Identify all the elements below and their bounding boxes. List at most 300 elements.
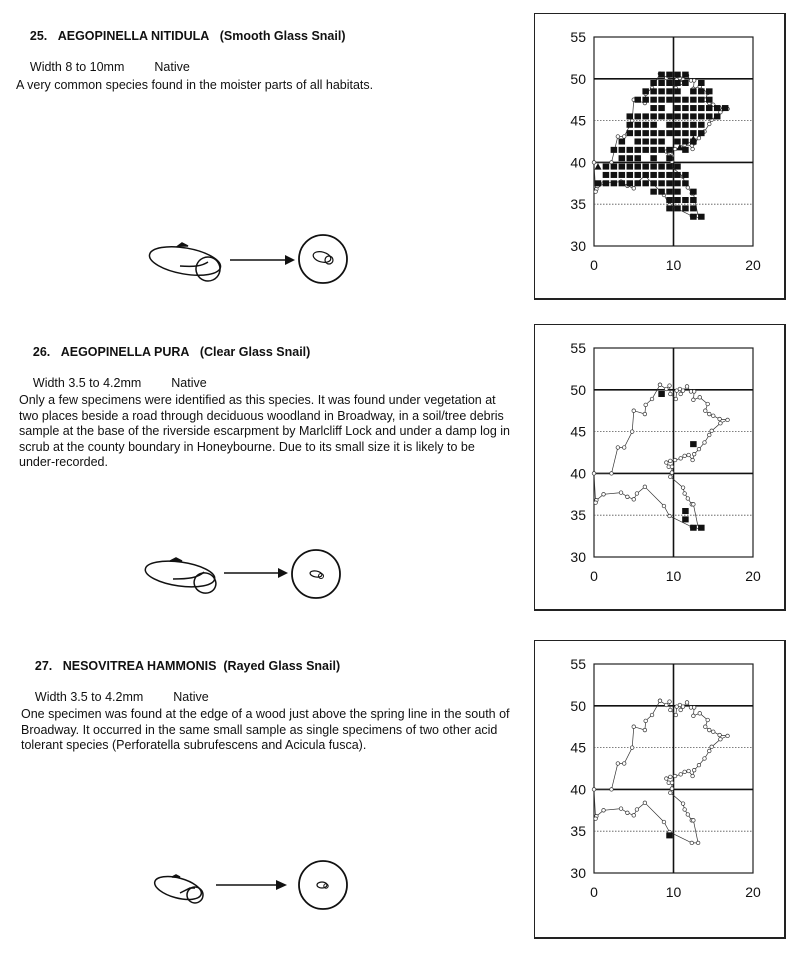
boundary-vertex (683, 770, 687, 774)
boundary-vertex (673, 458, 677, 462)
record-marker (627, 172, 634, 178)
species-common-name: (Clear Glass Snail) (199, 345, 311, 359)
y-tick-label: 30 (570, 238, 586, 254)
x-tick-label: 10 (665, 568, 682, 584)
y-tick-label: 50 (570, 697, 586, 714)
distribution-chart-frame (534, 640, 786, 939)
record-marker (658, 138, 665, 144)
boundary-vertex (626, 811, 630, 815)
boundary-vertex (710, 429, 714, 433)
record-marker (666, 205, 673, 211)
record-marker (682, 72, 689, 78)
record-marker (611, 147, 618, 153)
record-marker (634, 172, 641, 178)
boundary-vertex (679, 773, 683, 777)
boundary-vertex (668, 384, 672, 388)
record-marker (722, 105, 729, 111)
boundary-vertex (616, 762, 620, 766)
record-marker (666, 122, 673, 128)
snail-shell-side-icon (147, 242, 223, 284)
record-marker (650, 155, 657, 161)
record-marker (666, 80, 673, 86)
boundary-vertex (697, 447, 701, 451)
boundary-vertex (669, 791, 673, 795)
record-marker (666, 130, 673, 136)
species-latin-name: AEGOPINELLA NITIDULA (57, 29, 210, 43)
boundary-vertex (683, 492, 687, 496)
boundary-vertex (718, 733, 722, 737)
y-tick-label: 45 (570, 423, 586, 440)
species-number: 25. (29, 29, 48, 43)
record-marker (650, 105, 657, 111)
boundary-vertex (665, 777, 669, 781)
record-marker (658, 105, 665, 111)
boundary-vertex (643, 801, 647, 805)
record-marker (611, 180, 618, 186)
record-marker (642, 97, 649, 103)
record-marker (642, 147, 649, 153)
record-marker (658, 164, 665, 170)
boundary-vertex (592, 161, 596, 165)
snail-shell-side-icon (152, 872, 204, 904)
boundary-vertex (669, 392, 673, 396)
record-marker (682, 80, 689, 86)
record-marker (666, 832, 673, 838)
record-marker (706, 97, 713, 103)
boundary-vertex (692, 714, 696, 718)
boundary-vertex (602, 809, 606, 813)
boundary-vertex (692, 390, 696, 394)
record-marker (674, 180, 681, 186)
record-marker (642, 164, 649, 170)
boundary-vertex (670, 471, 674, 475)
boundary-vertex (681, 802, 685, 806)
boundary-vertex (681, 389, 685, 393)
record-marker (634, 97, 641, 103)
boundary-vertex (594, 501, 598, 505)
species-common-name: (Rayed Glass Snail) (223, 659, 341, 673)
species-latin-name: AEGOPINELLA PURA (60, 345, 190, 359)
record-marker (674, 205, 681, 211)
record-marker (634, 122, 641, 128)
record-marker (666, 180, 673, 186)
boundary-vertex (668, 514, 672, 518)
record-marker (682, 508, 689, 514)
species-latin-name: NESOVITREA HAMMONIS (62, 659, 217, 673)
species-entry-26 (0, 320, 800, 635)
boundary-vertex (669, 708, 673, 712)
x-tick-label: 0 (590, 257, 598, 273)
record-marker (642, 180, 649, 186)
record-marker (634, 180, 641, 186)
boundary-vertex (644, 719, 648, 723)
boundary-vertex (683, 808, 687, 812)
boundary-vertex (683, 454, 687, 458)
record-marker (650, 80, 657, 86)
record-marker (658, 88, 665, 94)
record-marker (690, 97, 697, 103)
record-marker (658, 147, 665, 153)
record-marker (619, 155, 626, 161)
y-tick-label: 40 (570, 781, 586, 798)
boundary-vertex (658, 699, 662, 703)
record-marker (627, 155, 634, 161)
boundary-vertex (643, 485, 647, 489)
boundary-vertex (622, 762, 626, 766)
y-tick-label: 35 (570, 507, 586, 524)
boundary-vertex (692, 503, 696, 507)
boundary-vertex (679, 392, 683, 396)
record-marker (619, 172, 626, 178)
x-tick-label: 20 (745, 257, 761, 273)
boundary-vertex (707, 749, 711, 753)
boundary-vertex (719, 421, 723, 425)
boundary-vertex (707, 433, 711, 437)
record-marker (666, 189, 673, 195)
record-marker (650, 88, 657, 94)
boundary-vertex (706, 718, 710, 722)
boundary-vertex (650, 397, 654, 401)
boundary-vertex (692, 398, 696, 402)
record-marker (603, 172, 610, 178)
snail-illustration (140, 852, 370, 932)
species-description: A very common species found in the moister parts of all habitats. (16, 78, 374, 92)
boundary-vertex (673, 774, 677, 778)
species-number: 27. (34, 659, 53, 673)
species-width: Width 3.5 to 4.2mm (32, 376, 142, 390)
record-marker (634, 155, 641, 161)
boundary-vertex (632, 725, 636, 729)
boundary-vertex (610, 472, 614, 476)
snail-illustration (140, 536, 370, 616)
boundary-vertex (673, 147, 677, 151)
distribution-chart (535, 14, 784, 298)
boundary-vertex (594, 190, 598, 194)
record-marker (627, 122, 634, 128)
boundary-vertex (692, 768, 696, 772)
record-marker (674, 105, 681, 111)
record-marker (698, 525, 705, 531)
boundary-vertex (681, 486, 685, 490)
boundary-vertex (707, 728, 711, 732)
record-marker (698, 122, 705, 128)
record-marker (603, 164, 610, 170)
boundary-vertex (696, 841, 700, 845)
record-marker (642, 138, 649, 144)
record-marker (674, 88, 681, 94)
record-marker (666, 88, 673, 94)
record-marker (627, 147, 634, 153)
record-marker (627, 113, 634, 119)
y-tick-label: 30 (570, 865, 586, 881)
arrow-right-icon (216, 880, 287, 890)
boundary-vertex (674, 713, 678, 717)
distribution-chart (535, 325, 784, 609)
record-marker (650, 138, 657, 144)
boundary-vertex (669, 459, 673, 463)
boundary-vertex (711, 730, 715, 734)
boundary-vertex (665, 387, 669, 391)
x-tick-label: 20 (745, 884, 761, 900)
boundary-vertex (691, 774, 695, 778)
y-tick-label: 55 (570, 656, 586, 672)
record-marker (674, 130, 681, 136)
x-tick-label: 0 (590, 884, 598, 900)
record-marker (674, 197, 681, 203)
record-marker (650, 113, 657, 119)
boundary-vertex (687, 453, 691, 457)
boundary-vertex (707, 412, 711, 416)
record-marker (682, 130, 689, 136)
y-tick-label: 30 (570, 549, 586, 565)
record-marker (658, 391, 665, 397)
boundary-vertex (711, 414, 715, 418)
y-tick-label: 45 (570, 739, 586, 756)
boundary-vertex (685, 385, 689, 389)
boundary-vertex (635, 492, 639, 496)
boundary-vertex (685, 701, 689, 705)
record-marker (666, 72, 673, 78)
boundary-vertex (650, 713, 654, 717)
record-marker (658, 72, 665, 78)
record-marker (690, 105, 697, 111)
boundary-vertex (692, 819, 696, 823)
record-marker (658, 172, 665, 178)
boundary-vertex (710, 745, 714, 749)
record-marker (658, 113, 665, 119)
record-marker (698, 88, 705, 94)
record-marker (650, 97, 657, 103)
boundary-vertex (718, 417, 722, 421)
y-tick-label: 40 (570, 154, 586, 171)
boundary-vertex (686, 813, 690, 817)
boundary-vertex (644, 403, 648, 407)
record-marker (650, 130, 657, 136)
record-marker (619, 180, 626, 186)
record-marker (627, 130, 634, 136)
record-marker (706, 113, 713, 119)
boundary-vertex (726, 418, 730, 422)
boundary-vertex (658, 383, 662, 387)
boundary-vertex (674, 397, 678, 401)
record-marker (682, 205, 689, 211)
boundary-vertex (686, 497, 690, 501)
species-width: Width 3.5 to 4.2mm (34, 690, 144, 704)
record-marker (666, 147, 673, 153)
record-marker (595, 180, 602, 186)
record-marker (698, 113, 705, 119)
boundary-vertex (703, 441, 707, 445)
record-marker (698, 80, 705, 86)
record-marker (634, 113, 641, 119)
record-marker (603, 180, 610, 186)
y-tick-label: 40 (570, 465, 586, 482)
species-number: 26. (32, 345, 51, 359)
boundary-vertex (679, 457, 683, 461)
boundary-vertex (692, 706, 696, 710)
record-marker (642, 130, 649, 136)
record-marker (619, 138, 626, 144)
record-marker (690, 189, 697, 195)
boundary-vertex (592, 472, 596, 476)
record-marker (658, 130, 665, 136)
record-marker (650, 147, 657, 153)
species-status: Native (171, 376, 207, 390)
record-marker (666, 172, 673, 178)
boundary-vertex (662, 504, 666, 508)
record-marker (682, 172, 689, 178)
record-marker (642, 88, 649, 94)
snail-shell-actual-size-icon (299, 861, 347, 909)
boundary-vertex (669, 775, 673, 779)
snail-shell-actual-size-icon (292, 550, 340, 598)
record-marker (650, 172, 657, 178)
record-marker (650, 189, 657, 195)
record-marker (690, 113, 697, 119)
record-marker (666, 97, 673, 103)
record-marker (666, 197, 673, 203)
record-marker (658, 97, 665, 103)
boundary-vertex (698, 712, 702, 716)
record-marker (682, 138, 689, 144)
arrow-right-icon (230, 255, 295, 265)
record-marker (634, 138, 641, 144)
boundary-vertex (632, 409, 636, 413)
record-marker (698, 214, 705, 220)
record-marker (619, 164, 626, 170)
boundary-vertex (669, 475, 673, 479)
boundary-vertex (687, 769, 691, 773)
boundary-vertex (692, 79, 696, 83)
species-entry-27 (0, 635, 800, 956)
record-marker (634, 164, 641, 170)
record-marker (690, 525, 697, 531)
y-tick-label: 55 (570, 340, 586, 356)
record-marker (674, 97, 681, 103)
species-entry-25 (0, 0, 800, 320)
boundary-vertex (692, 452, 696, 456)
record-marker (611, 164, 618, 170)
boundary-vertex (706, 402, 710, 406)
y-tick-label: 35 (570, 196, 586, 213)
boundary-vertex (670, 787, 674, 791)
boundary-vertex (632, 814, 636, 818)
y-tick-label: 45 (570, 112, 586, 129)
distribution-chart-frame (534, 324, 786, 611)
boundary-vertex (691, 147, 695, 151)
boundary-vertex (592, 788, 596, 792)
boundary-vertex (670, 465, 674, 469)
y-tick-label: 55 (570, 29, 586, 45)
record-marker (650, 164, 657, 170)
boundary-vertex (690, 841, 694, 845)
species-status: Native (173, 690, 209, 704)
record-marker (666, 164, 673, 170)
record-marker (690, 122, 697, 128)
boundary-vertex (679, 708, 683, 712)
record-marker (682, 97, 689, 103)
record-marker (682, 122, 689, 128)
record-marker (706, 88, 713, 94)
boundary-vertex (626, 495, 630, 499)
record-marker (627, 180, 634, 186)
boundary-vertex (630, 746, 634, 750)
record-marker (650, 122, 657, 128)
record-marker (690, 214, 697, 220)
record-marker (642, 122, 649, 128)
boundary-vertex (662, 820, 666, 824)
record-marker (642, 172, 649, 178)
snail-shell-side-icon (144, 557, 219, 596)
boundary-vertex (668, 700, 672, 704)
record-marker (682, 516, 689, 522)
x-tick-label: 10 (665, 257, 682, 273)
boundary-vertex (635, 808, 639, 812)
boundary-vertex (616, 135, 620, 139)
boundary-vertex (698, 396, 702, 400)
record-marker (650, 180, 657, 186)
record-marker (666, 155, 673, 161)
record-marker (674, 164, 681, 170)
record-marker (674, 172, 681, 178)
boundary-vertex (707, 122, 711, 126)
boundary-vertex (703, 757, 707, 761)
record-marker (619, 147, 626, 153)
boundary-vertex (619, 807, 623, 811)
record-marker (666, 113, 673, 119)
species-description: Only a few specimens were identified as this species. It was found under vegetation at two places beside a road through deciduous woodland in Broadway, in a soil/tree debris sample at the base of the riverside escarpment by Marlcliff Lock and under a damp log in scrub at the county boundary in Honeybourne. Due to its small size it is likely to be under-recorded. (19, 393, 511, 469)
record-marker (611, 172, 618, 178)
species-description: One specimen was found at the edge of a wood just above the spring line in the south of Broadway. It occurred in the same small sample as single specimens of two other acid tolerant species (Perforatella subrufescens and Acicula fusca). (21, 707, 510, 752)
record-marker (698, 105, 705, 111)
boundary-vertex (681, 705, 685, 709)
boundary-vertex (610, 788, 614, 792)
snail-illustration (140, 222, 370, 302)
record-marker (674, 138, 681, 144)
record-marker (674, 189, 681, 195)
record-marker (690, 88, 697, 94)
record-marker (682, 147, 689, 153)
record-marker (658, 80, 665, 86)
boundary-vertex (616, 446, 620, 450)
x-tick-label: 0 (590, 568, 598, 584)
record-marker (698, 97, 705, 103)
record-marker (682, 113, 689, 119)
boundary-vertex (704, 725, 708, 729)
record-marker (714, 105, 721, 111)
boundary-vertex (619, 491, 623, 495)
boundary-vertex (643, 728, 647, 732)
y-tick-label: 50 (570, 381, 586, 398)
distribution-chart (535, 641, 784, 937)
boundary-vertex (697, 136, 701, 140)
record-marker (682, 180, 689, 186)
distribution-chart-frame (534, 13, 786, 300)
arrow-right-icon (224, 568, 288, 578)
record-marker (690, 197, 697, 203)
snail-shell-actual-size-icon (299, 235, 347, 283)
y-tick-label: 35 (570, 823, 586, 840)
boundary-vertex (622, 446, 626, 450)
boundary-vertex (691, 458, 695, 462)
boundary-vertex (665, 703, 669, 707)
species-common-name: (Smooth Glass Snail) (219, 29, 346, 43)
y-tick-label: 50 (570, 70, 586, 87)
boundary-vertex (632, 187, 636, 191)
boundary-vertex (643, 412, 647, 416)
boundary-vertex (726, 734, 730, 738)
boundary-vertex (602, 493, 606, 497)
